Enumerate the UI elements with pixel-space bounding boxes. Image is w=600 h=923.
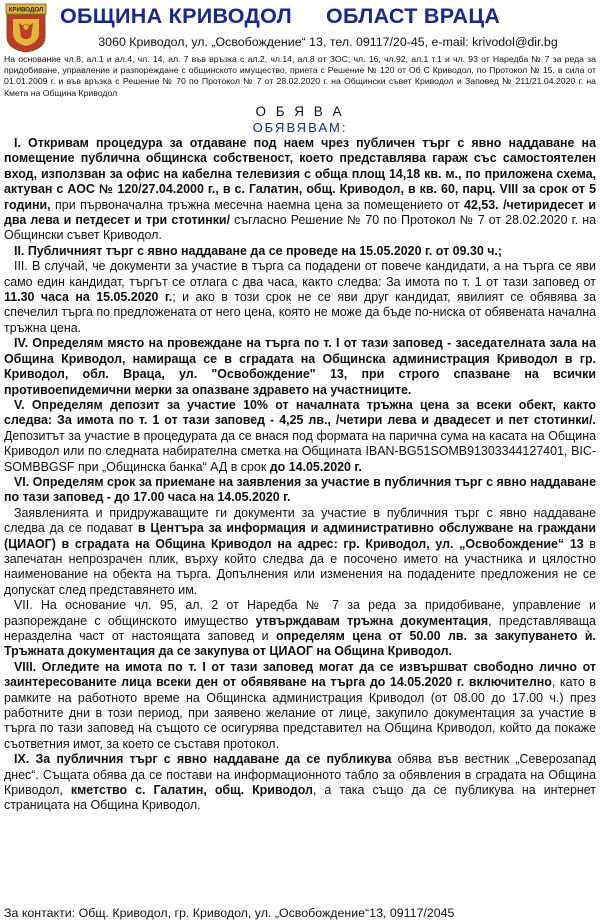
announcement-heading: ОБЯВЯВАМ: xyxy=(252,120,348,135)
municipality-name: ОБЩИНА КРИВОДОЛ xyxy=(60,4,293,28)
crest-label: КРИВОДОЛ xyxy=(8,6,44,14)
section-3-rest: ; и ако в този срок не се яви друг кандидат, явилият се обявява за спечелил търга по предложената от него цена, която не може да бъде по-ниска от обявената начална тръжна цена. xyxy=(4,290,597,335)
region-name: ОБЛАСТ ВРАЦА xyxy=(326,4,501,28)
section-2: II. Публичният търг с явно наддаване да се проведе на 15.05.2020 г. от 09.30 ч.; xyxy=(14,243,503,258)
section-6-envelope: в запечатан непрозрачен плик, върху който следва да е посочено името на участника и цялостно наименование на обекта на търга. Допълнения или изменения на подадените предложения не се допускат след представянето им. xyxy=(4,536,596,597)
section-6-continued xyxy=(4,506,596,598)
section-4: IV. Определям място на провеждане на търга по т. I от тази заповед - заседателната зала на Община Криводол, намираща се в сградата на Общинска администрация Криводол в гр. Криводол, обл. Враца, ул. "Освобождение" 13, при строго спазване на всички противоепидемични мерки за опазване здравето на участниците. xyxy=(4,336,596,397)
contacts-footer: За контакти: Общ. Криводол, гр. Криводол, ул. „Освобождение“13, 09117/2045 xyxy=(4,906,455,920)
section-9-website: , а така също да се публикува на интернет страницата на Община Криводол. xyxy=(4,783,596,813)
section-1-price-intro: при първоначална тръжна месечна наемна цена за помещението от xyxy=(50,197,465,212)
section-5 xyxy=(4,398,596,475)
section-9-publish: IX. За публичния търг с явно наддаване да се публикува xyxy=(14,752,392,767)
section-1-main: I. Откривам процедура за отдаване под наем чрез публичен търг с явно наддаване на помещение публична общинска собственост, което представлява гараж със самостоятелен вход, използван за офис на кабелна телевизия с обща площ 14,18 кв. м., по приложена схема, актуван с АОС № 120/27.04.2000 г., в с. Галатин, общ. Криводол, в кв. 60, парц. VIII за срок от 5 години, xyxy=(4,136,596,212)
section-1 xyxy=(4,136,596,244)
section-5-payment: Депозитът за участие в процедурата да се внася под формата на парична сума на касата на Община Криводол или по следната набирателна сметка на Общината IBAN-BG51SOMB91303344127401, BIC-SOMBBGSF при „Общинска банка“ АД в срок xyxy=(4,428,596,474)
section-3-text: III. В случай, че документи за участие в търга са подадени от повече кандидати, а на търга се яви само един кандидат, търгът се отлага с два часа, както следва: За имота по т. 1 от тази заповед от xyxy=(4,259,596,289)
section-5-deposit: V. Определям депозит за участие 10% от началната тръжна цена за всеки обект, както следва: За имота по т. 1 от тази заповед - 4,25 лв., /четири лева и двадесет и пет стотинки/. xyxy=(4,397,596,428)
section-8-details: , като в рамките на работното време на Общинска администрация Криводол (от 08.00 до 17.00 ч.) през работните дни в този период, при заявено желание от лице, закупило документация за участие в търга по тази заповед на същото се осигурява представител на Община Криводол, който да покаже съответния имот, за което се съставя протокол. xyxy=(4,675,596,751)
section-9-newspaper: обява във вестник „Северозапад днес“. Същата обява да се постави на информационното табло за обявления в сградата на Община Криводол, xyxy=(4,752,596,798)
section-7-price: определям цена от 50.00 лв. за закупуването ѝ. Тръжната документация да се закупува от ЦИАОГ на Община Криводол. xyxy=(4,629,597,659)
section-8-inspection: VIII. Огледите на имота по т. I от тази заповед могат да се извършват свободно лично от заинтересованите лица всеки ден от обявяване на търга до 14.05.2020 г. включително xyxy=(4,659,596,690)
section-6-center: в Центъра за информация и административно обслужване на граждани (ЦИАОГ) в сградата на Община Криводол на адрес: гр. Криводол, ул. „Освобождение“ 13 xyxy=(4,521,596,551)
section-6: VI. Определям срок за приемане на заявления за участие в публичния търг с явно наддаване по тази заповед - до 17.00 часа на 14.05.2020 г. xyxy=(4,474,596,505)
section-1-decision: съгласно Решение № 70 по Протокол № 7 от 28.02.2020 г. на Общински съвет Криводол. xyxy=(4,213,597,243)
section-7-basis: VII. На основание чл. 95, ал. 2 от Наредба № 7 за реда за придобиване, управление и разпореждане с общинското имущество xyxy=(4,598,596,628)
header-title xyxy=(60,3,596,29)
section-6-submission: Заявленията и придружаващите ги документи за участие в публичния търг с явно наддаване следва да се подават xyxy=(4,505,596,536)
section-7-part: , представляваща неразделна част от настоящата заповед и xyxy=(4,613,596,643)
section-7-approve: утвърждавам тръжна документация xyxy=(255,613,489,628)
legal-basis: На основание чл.8, ал.1 и ал.4, чл. 14, ал. 7 във връзка с ал.2, чл.14, ал.8 от ЗОС; чл. 16, чл.92, ал.1 т.1 и чл. 93 от Наредба № 7 за реда за придобиване, управление и разпореждане с общинското имущество, приета с Решение № 120 от Об С Криводол, по Протокол № 15, в сила от 01.01.2009 г. и във връзка с Решение № 70 по Протокол № 7 от 28.02.2020 г. на Общински съвет Криводол и Заповед № 211/21.04.2020 г. на Кмета на Община Криводол xyxy=(4,54,596,98)
section-1-price: 42,53. /четиридесет и два лева и петдесет и три стотинки/ xyxy=(4,197,596,228)
municipality-crest-icon xyxy=(5,3,47,53)
section-9-village: кметство с. Галатин, общ. Криводол xyxy=(70,783,313,798)
section-5-deadline: до 14.05.2020 г. xyxy=(269,459,362,474)
document-title: О Б Я В А xyxy=(255,104,345,119)
section-7 xyxy=(4,598,596,660)
section-8 xyxy=(4,660,596,752)
contact-address: 3060 Криводол, ул. „Освобождение“ 13, тел. 09117/20-45, e-mail: krivodol@dir.bg xyxy=(98,35,558,49)
announcement-body xyxy=(4,136,596,814)
section-3-time: 11.30 часа на 15.05.2020 г. xyxy=(4,290,173,305)
section-9 xyxy=(4,752,596,814)
section-3 xyxy=(4,259,596,336)
